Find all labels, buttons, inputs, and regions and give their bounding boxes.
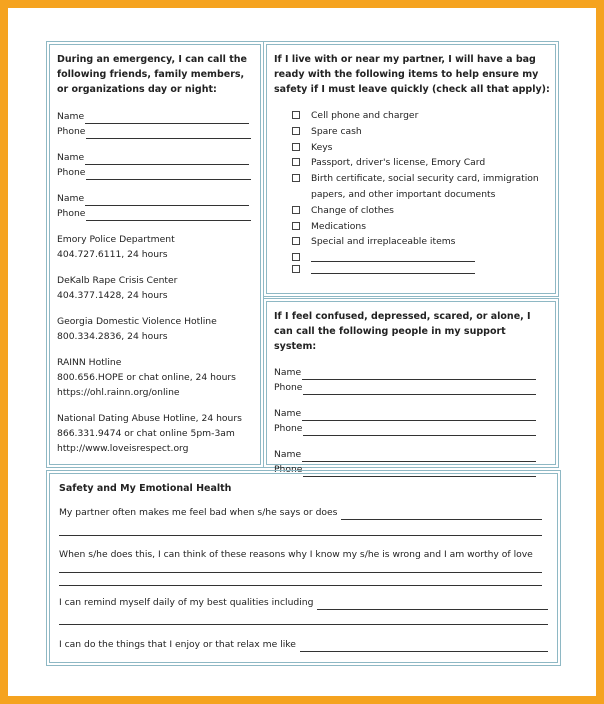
resource-dekalb: DeKalb Rape Crisis Center 404.377.1428, 24 hours xyxy=(57,275,178,301)
name-field[interactable] xyxy=(85,194,249,206)
blank-item-field[interactable] xyxy=(311,250,475,262)
document-page xyxy=(8,8,596,696)
checklist-item: Change of clothes xyxy=(292,203,550,219)
emergency-contacts-box xyxy=(46,41,264,468)
bag-checklist xyxy=(292,108,550,274)
checkbox[interactable] xyxy=(292,222,300,230)
support-contact-1 xyxy=(274,365,536,395)
emergency-heading: During an emergency, I can call the following friends, family members, or organizations day or night: xyxy=(57,54,247,95)
checkbox[interactable] xyxy=(292,127,300,135)
checkbox[interactable] xyxy=(292,158,300,166)
loveisrespect-link[interactable]: http://www.loveisrespect.org xyxy=(57,443,189,454)
emotional-prompt-2: When s/he does this, I can think of these reasons why I know my s/he is wrong and I am worthy of love xyxy=(59,547,548,586)
phone-field[interactable] xyxy=(86,209,251,221)
phone-field[interactable] xyxy=(86,168,251,180)
emergency-contact-3 xyxy=(57,191,251,221)
phone-label: Phone xyxy=(57,167,86,178)
name-field[interactable] xyxy=(302,409,536,421)
blank-item-field[interactable] xyxy=(311,262,475,274)
emotional-heading: Safety and My Emotional Health xyxy=(59,483,232,494)
answer-field[interactable] xyxy=(341,508,542,520)
checklist-item: Medications xyxy=(292,219,550,235)
support-heading: If I feel confused, depressed, scared, or alone, I can call the following people in my support system: xyxy=(274,311,531,352)
checklist-item: Passport, driver's license, Emory Card xyxy=(292,155,550,171)
phone-field[interactable] xyxy=(303,424,536,436)
support-contact-2 xyxy=(274,406,536,436)
phone-field[interactable] xyxy=(86,127,251,139)
checklist-item: Birth certificate, social security card, immigration xyxy=(292,171,550,187)
name-field[interactable] xyxy=(302,368,536,380)
phone-field[interactable] xyxy=(303,383,536,395)
answer-line[interactable] xyxy=(59,584,542,586)
support-system-box xyxy=(263,298,559,475)
checklist-blank-item xyxy=(292,250,550,262)
checklist-item: Spare cash xyxy=(292,124,550,140)
checklist-blank-item xyxy=(292,262,550,274)
checklist-item: Keys xyxy=(292,140,550,156)
answer-line[interactable] xyxy=(59,534,542,536)
name-label: Name xyxy=(274,408,302,419)
emotional-prompt-3: I can remind myself daily of my best qualities including xyxy=(59,595,548,625)
checkbox[interactable] xyxy=(292,206,300,214)
checkbox[interactable] xyxy=(292,143,300,151)
answer-field[interactable] xyxy=(300,640,548,652)
emergency-contact-1 xyxy=(57,109,251,139)
name-label: Name xyxy=(57,152,85,163)
checkbox[interactable] xyxy=(292,265,300,273)
name-field[interactable] xyxy=(85,112,249,124)
resource-emory-police: Emory Police Department 404.727.6111, 24 hours xyxy=(57,234,175,260)
checkbox[interactable] xyxy=(292,237,300,245)
safety-bag-box xyxy=(263,41,559,297)
checklist-item: Cell phone and charger xyxy=(292,108,550,124)
resource-rainn: RAINN Hotline 800.656.HOPE or chat online, 24 hours https://ohl.rainn.org/online xyxy=(57,355,251,400)
answer-line[interactable] xyxy=(59,571,542,573)
checkbox[interactable] xyxy=(292,174,300,182)
phone-label: Phone xyxy=(57,126,86,137)
name-field[interactable] xyxy=(302,450,536,462)
name-label: Name xyxy=(274,449,302,460)
name-label: Name xyxy=(57,111,85,122)
emotional-prompt-1: My partner often makes me feel bad when s/he says or does xyxy=(59,505,548,536)
phone-label: Phone xyxy=(274,423,303,434)
emotional-health-box xyxy=(46,470,561,666)
checklist-item: Special and irreplaceable items xyxy=(292,234,550,250)
answer-line[interactable] xyxy=(59,623,548,625)
rainn-link[interactable]: https://ohl.rainn.org/online xyxy=(57,387,180,398)
checklist-item-continuation: papers, and other important documents xyxy=(311,188,496,200)
checkbox[interactable] xyxy=(292,253,300,261)
name-label: Name xyxy=(274,367,302,378)
name-field[interactable] xyxy=(85,153,249,165)
name-label: Name xyxy=(57,193,85,204)
emotional-prompt-4: I can do the things that I enjoy or that relax me like xyxy=(59,637,548,652)
resource-georgia-dv: Georgia Domestic Violence Hotline 800.334.2836, 24 hours xyxy=(57,316,217,342)
phone-label: Phone xyxy=(274,382,303,393)
emergency-contact-2 xyxy=(57,150,251,180)
bag-heading: If I live with or near my partner, I will have a bag ready with the following items to help ensure my safety if I must leave quickly (check all that apply): xyxy=(274,54,550,95)
phone-label: Phone xyxy=(274,464,303,475)
resource-dating-abuse: National Dating Abuse Hotline, 24 hours 866.331.9474 or chat online 5pm-3am http://www.loveisrespect.org xyxy=(57,411,251,456)
phone-label: Phone xyxy=(57,208,86,219)
checkbox[interactable] xyxy=(292,111,300,119)
answer-field[interactable] xyxy=(317,598,548,610)
